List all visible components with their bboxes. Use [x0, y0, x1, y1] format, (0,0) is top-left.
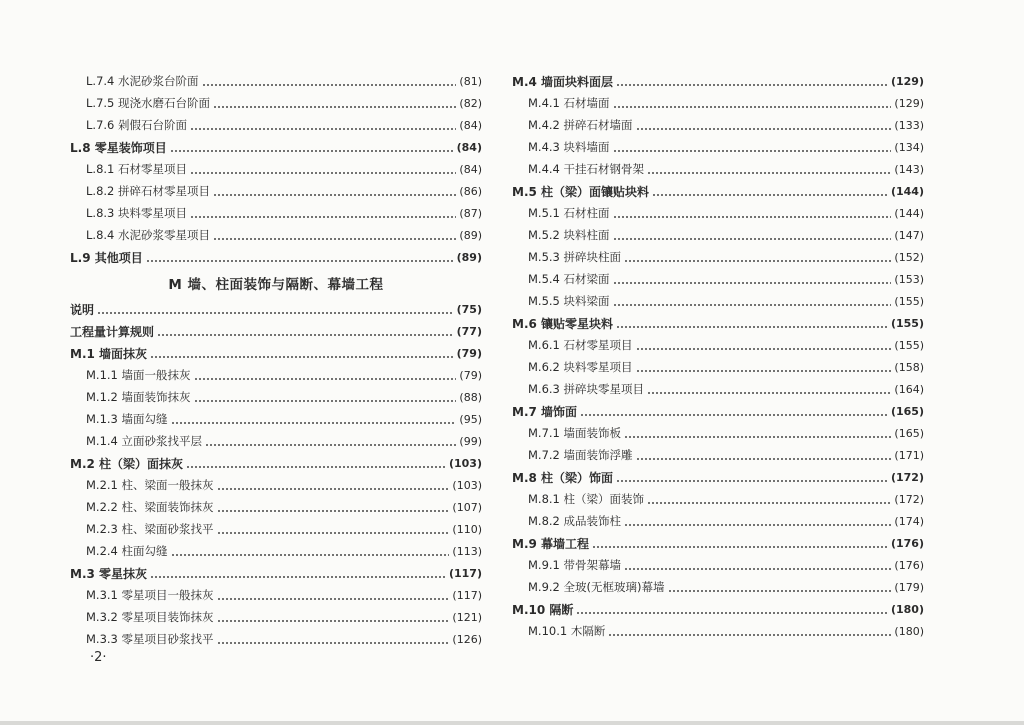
toc-subsection-entry — [70, 584, 482, 606]
entry-label: M.8.1 柱（梁）面装饰 — [528, 492, 645, 506]
dot-leader — [150, 342, 454, 364]
dot-leader — [613, 202, 892, 224]
dot-leader — [592, 532, 888, 554]
entry-page-number: (107) — [452, 500, 482, 514]
entry-page-number: (165) — [890, 404, 924, 418]
dot-leader — [636, 334, 892, 356]
entry-label: L.7.4 水泥砂浆台阶面 — [86, 74, 199, 88]
toc-section-entry — [70, 452, 482, 474]
dot-leader — [217, 628, 450, 650]
entry-page-number: (99) — [459, 434, 482, 448]
entry-label: L.7.5 现浇水磨石台阶面 — [86, 96, 211, 110]
dot-leader — [150, 562, 446, 584]
dot-leader — [668, 576, 892, 598]
entry-page-number: (164) — [894, 382, 924, 396]
toc-right-column — [512, 70, 924, 642]
dot-leader — [190, 202, 456, 224]
entry-label: M.5.4 石材梁面 — [528, 272, 610, 286]
entry-label: M.1.3 墙面勾缝 — [86, 412, 168, 426]
entry-label: M.1.1 墙面一般抹灰 — [86, 368, 191, 382]
dot-leader — [146, 246, 454, 268]
entry-page-number: (176) — [890, 536, 924, 550]
dot-leader — [636, 444, 892, 466]
toc-subsection-entry — [70, 474, 482, 496]
dot-leader — [170, 136, 454, 158]
entry-page-number: (133) — [894, 118, 924, 132]
entry-label: M.6 镶贴零星块料 — [512, 316, 614, 331]
dot-leader — [613, 224, 892, 246]
toc-subsection-entry — [70, 386, 482, 408]
entry-page-number: (103) — [452, 478, 482, 492]
entry-page-number: (121) — [452, 610, 482, 624]
toc-subsection-entry — [512, 444, 924, 466]
dot-leader — [652, 180, 888, 202]
toc-subsection-entry — [512, 224, 924, 246]
entry-label: M.2 柱（梁）面抹灰 — [70, 456, 184, 471]
dot-leader — [171, 408, 457, 430]
dot-leader — [616, 466, 888, 488]
entry-label: M.7.1 墙面装饰板 — [528, 426, 622, 440]
toc-subsection-entry — [512, 488, 924, 510]
toc-section-entry — [70, 298, 482, 320]
toc-subsection-entry — [70, 364, 482, 386]
entry-page-number: (117) — [448, 566, 482, 580]
dot-leader — [613, 268, 892, 290]
toc-subsection-entry — [70, 224, 482, 246]
toc-section-entry — [70, 136, 482, 158]
entry-label: 说明 — [70, 302, 95, 317]
entry-page-number: (180) — [894, 624, 924, 638]
dot-leader — [205, 430, 456, 452]
entry-label: L.8.2 拼碎石材零星项目 — [86, 184, 211, 198]
entry-page-number: (75) — [456, 302, 482, 316]
entry-page-number: (113) — [452, 544, 482, 558]
entry-label: L.8.1 石材零星项目 — [86, 162, 188, 176]
dot-leader — [636, 114, 892, 136]
entry-page-number: (174) — [894, 514, 924, 528]
entry-page-number: (155) — [894, 294, 924, 308]
dot-leader — [217, 474, 450, 496]
dot-leader — [217, 496, 450, 518]
entry-page-number: (88) — [459, 390, 482, 404]
entry-page-number: (79) — [456, 346, 482, 360]
entry-page-number: (89) — [456, 250, 482, 264]
toc-subsection-entry — [70, 114, 482, 136]
toc-section-entry — [512, 466, 924, 488]
entry-page-number: (84) — [459, 118, 482, 132]
toc-subsection-entry — [512, 136, 924, 158]
entry-page-number: (144) — [894, 206, 924, 220]
toc-subsection-entry — [70, 180, 482, 202]
dot-leader — [213, 224, 456, 246]
entry-label: M.5.3 拼碎块柱面 — [528, 250, 622, 264]
entry-page-number: (143) — [894, 162, 924, 176]
entry-page-number: (153) — [894, 272, 924, 286]
entry-page-number: (79) — [459, 368, 482, 382]
dot-leader — [647, 158, 891, 180]
toc-subsection-entry — [512, 334, 924, 356]
dot-leader — [613, 290, 892, 312]
dot-leader — [213, 180, 456, 202]
toc-section-entry — [512, 180, 924, 202]
entry-label: M.6.1 石材零星项目 — [528, 338, 633, 352]
toc-subsection-entry — [512, 510, 924, 532]
dot-leader — [647, 488, 891, 510]
entry-page-number: (110) — [452, 522, 482, 536]
entry-label: 工程量计算规则 — [70, 324, 155, 339]
dot-leader — [613, 136, 892, 158]
entry-page-number: (77) — [456, 324, 482, 338]
toc-subsection-entry — [70, 202, 482, 224]
toc-subsection-entry — [512, 576, 924, 598]
toc-subsection-entry — [70, 540, 482, 562]
entry-page-number: (179) — [894, 580, 924, 594]
toc-section-entry — [512, 532, 924, 554]
dot-leader — [217, 584, 450, 606]
dot-leader — [608, 620, 891, 642]
scan-edge — [0, 721, 1024, 725]
entry-page-number: (126) — [452, 632, 482, 646]
toc-subsection-entry — [70, 70, 482, 92]
entry-page-number: (129) — [894, 96, 924, 110]
entry-page-number: (171) — [894, 448, 924, 462]
dot-leader — [217, 518, 450, 540]
toc-section-entry — [512, 312, 924, 334]
entry-page-number: (87) — [459, 206, 482, 220]
entry-label: M.3 零星抹灰 — [70, 566, 148, 581]
dot-leader — [616, 70, 888, 92]
toc-left-column — [70, 70, 482, 650]
toc-subsection-entry — [70, 92, 482, 114]
entry-label: M.1.2 墙面装饰抹灰 — [86, 390, 191, 404]
toc-section-entry — [70, 320, 482, 342]
entry-label: M.5.1 石材柱面 — [528, 206, 610, 220]
toc-subsection-entry — [70, 606, 482, 628]
entry-label: M.4.3 块料墙面 — [528, 140, 610, 154]
entry-label: M.5.5 块料梁面 — [528, 294, 610, 308]
entry-page-number: (82) — [459, 96, 482, 110]
entry-label: M.7.2 墙面装饰浮雕 — [528, 448, 633, 462]
toc-subsection-entry — [70, 518, 482, 540]
dot-leader — [213, 92, 456, 114]
dot-leader — [613, 92, 892, 114]
toc-subsection-entry — [512, 554, 924, 576]
entry-label: M.10.1 木隔断 — [528, 624, 606, 638]
entry-label: M.9.1 带骨架幕墙 — [528, 558, 622, 572]
entry-label: M.3.3 零星项目砂浆找平 — [86, 632, 214, 646]
entry-label: M.5 柱（梁）面镶贴块料 — [512, 184, 650, 199]
dot-leader — [202, 70, 457, 92]
entry-page-number: (84) — [459, 162, 482, 176]
dot-leader — [194, 364, 457, 386]
entry-label: M.8.2 成品装饰柱 — [528, 514, 622, 528]
entry-page-number: (172) — [890, 470, 924, 484]
toc-subsection-entry — [70, 430, 482, 452]
entry-page-number: (95) — [459, 412, 482, 426]
dot-leader — [186, 452, 446, 474]
entry-label: M.5.2 块料柱面 — [528, 228, 610, 242]
dot-leader — [624, 554, 891, 576]
entry-label: M.6.3 拼碎块零星项目 — [528, 382, 645, 396]
entry-label: M.8 柱（梁）饰面 — [512, 470, 614, 485]
toc-subsection-entry — [512, 202, 924, 224]
dot-leader — [576, 598, 888, 620]
dot-leader — [624, 510, 891, 532]
toc-subsection-entry — [70, 408, 482, 430]
toc-section-entry — [70, 562, 482, 584]
toc-subsection-entry — [512, 92, 924, 114]
dot-leader — [190, 114, 456, 136]
entry-label: M.6.2 块料零星项目 — [528, 360, 633, 374]
entry-label: M.3.1 零星项目一般抹灰 — [86, 588, 214, 602]
entry-label: L.7.6 剁假石台阶面 — [86, 118, 188, 132]
dot-leader — [647, 378, 891, 400]
entry-page-number: (84) — [456, 140, 482, 154]
entry-label: L.9 其他项目 — [70, 250, 143, 265]
entry-label: M.2.3 柱、梁面砂浆找平 — [86, 522, 214, 536]
entry-page-number: (172) — [894, 492, 924, 506]
dot-leader — [171, 540, 450, 562]
dot-leader — [616, 312, 888, 334]
entry-label: M.4.2 拼碎石材墙面 — [528, 118, 633, 132]
entry-page-number: (134) — [894, 140, 924, 154]
entry-page-number: (158) — [894, 360, 924, 374]
toc-subsection-entry — [512, 246, 924, 268]
entry-page-number: (152) — [894, 250, 924, 264]
dot-leader — [97, 298, 454, 320]
entry-page-number: (147) — [894, 228, 924, 242]
entry-page-number: (144) — [890, 184, 924, 198]
toc-subsection-entry — [512, 422, 924, 444]
toc-subsection-entry — [512, 378, 924, 400]
entry-label: M.4 墙面块料面层 — [512, 74, 614, 89]
toc-subsection-entry — [512, 290, 924, 312]
entry-page-number: (180) — [890, 602, 924, 616]
entry-label: M.1 墙面抹灰 — [70, 346, 148, 361]
toc-section-entry — [70, 246, 482, 268]
entry-page-number: (81) — [459, 74, 482, 88]
entry-page-number: (129) — [890, 74, 924, 88]
entry-page-number: (117) — [452, 588, 482, 602]
dot-leader — [190, 158, 456, 180]
toc-section-entry — [512, 70, 924, 92]
entry-page-number: (103) — [448, 456, 482, 470]
entry-page-number: (165) — [894, 426, 924, 440]
toc-subsection-entry — [512, 356, 924, 378]
entry-label: L.8.3 块料零星项目 — [86, 206, 188, 220]
entry-label: M.2.1 柱、梁面一般抹灰 — [86, 478, 214, 492]
toc-subsection-entry — [512, 268, 924, 290]
entry-label: M.9 幕墙工程 — [512, 536, 590, 551]
entry-label: M.3.2 零星项目装饰抹灰 — [86, 610, 214, 624]
toc-subsection-entry — [512, 620, 924, 642]
toc-subsection-entry — [512, 158, 924, 180]
toc-subsection-entry — [70, 628, 482, 650]
toc-subsection-entry — [512, 114, 924, 136]
toc-section-entry — [70, 342, 482, 364]
dot-leader — [624, 422, 891, 444]
dot-leader — [624, 246, 891, 268]
entry-page-number: (155) — [890, 316, 924, 330]
entry-label: M.1.4 立面砂浆找平层 — [86, 434, 203, 448]
entry-label: M.2.2 柱、梁面装饰抹灰 — [86, 500, 214, 514]
entry-label: L.8.4 水泥砂浆零星项目 — [86, 228, 211, 242]
entry-label: M.10 隔断 — [512, 602, 574, 617]
toc-subsection-entry — [70, 496, 482, 518]
entry-label: M.2.4 柱面勾缝 — [86, 544, 168, 558]
entry-label: M.4.1 石材墙面 — [528, 96, 610, 110]
entry-page-number: (155) — [894, 338, 924, 352]
entry-label: M.4.4 干挂石材钢骨架 — [528, 162, 645, 176]
dot-leader — [157, 320, 454, 342]
dot-leader — [194, 386, 457, 408]
toc-section-entry — [512, 598, 924, 620]
dot-leader — [217, 606, 450, 628]
entry-page-number: (89) — [459, 228, 482, 242]
entry-label: M.9.2 全玻(无框玻璃)幕墙 — [528, 580, 665, 594]
dot-leader — [580, 400, 888, 422]
toc-section-entry — [512, 400, 924, 422]
dot-leader — [636, 356, 892, 378]
section-heading: M 墙、柱面装饰与隔断、幕墙工程 — [168, 277, 384, 293]
entry-label: M.7 墙饰面 — [512, 404, 578, 419]
entry-page-number: (86) — [459, 184, 482, 198]
entry-label: L.8 零星装饰项目 — [70, 140, 167, 155]
toc-subsection-entry — [70, 158, 482, 180]
page-number: ·2· — [90, 650, 107, 665]
entry-page-number: (176) — [894, 558, 924, 572]
